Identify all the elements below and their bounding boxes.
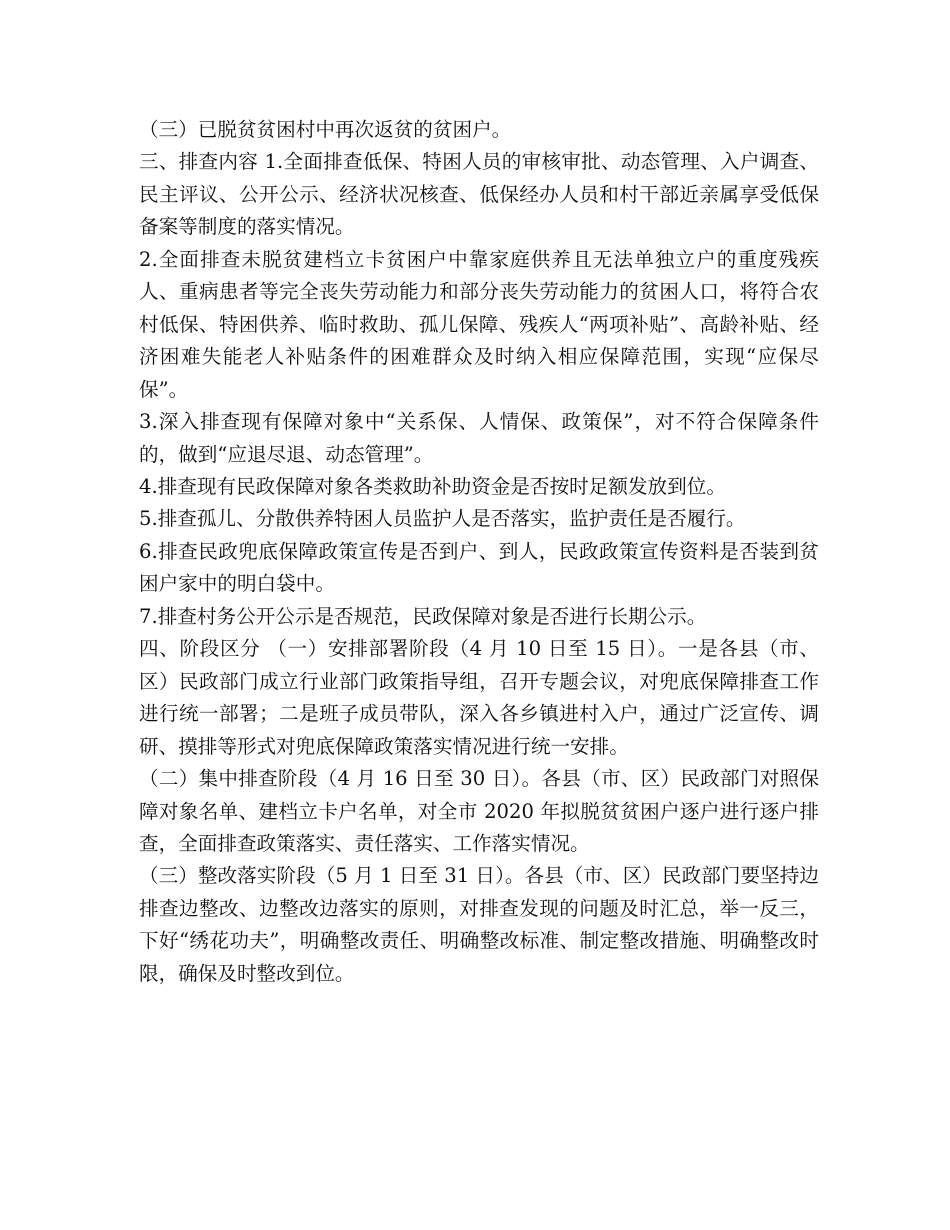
paragraph-returned-poverty-households: （三）已脱贫贫困村中再次返贫的贫困户。 (139, 118, 512, 141)
paragraph-inspection-content-1: 三、排查内容 1.全面排查低保、特困人员的审核审批、动态管理、入户调查、民主评议、公开公示、经济状况核查、低保经办人员和村干部近亲属享受低保备案等制度的落实情况。 (139, 150, 819, 239)
paragraph-stage-deployment: 四、阶段区分 （一）安排部署阶段（4 月 10 日至 15 日）。一是各县（市、区）民政部门成立行业部门政策指导组，召开专题会议，对兜底保障排查工作进行统一部署；二是班子成员带队，深入各乡镇进村入户，通过广泛宣传、调研、摸排等形式对兜底保障政策落实情况进行统一安排。 (139, 637, 819, 758)
paragraph-stage-rectification: （三）整改落实阶段（5 月 1 日至 31 日）。各县（市、区）民政部门要坚持边排查边整改、边整改边落实的原则，对排查发现的问题及时汇总，举一反三，下好“绣花功夫”，明确整改责任、明确整改标准、制定整改措施、明确整改时限，确保及时整改到位。 (139, 864, 819, 985)
paragraph-inspection-content-5: 5.排查孤儿、分散供养特困人员监护人是否落实，监护责任是否履行。 (139, 507, 746, 531)
paragraph-inspection-content-4: 4.排查现有民政保障对象各类救助补助资金是否按时足额发放到位。 (139, 474, 726, 498)
paragraph-inspection-content-3: 3.深入排查现有保障对象中“关系保、人情保、政策保”，对不符合保障条件的，做到“应退尽退、动态管理”。 (139, 410, 819, 466)
document-body (139, 114, 819, 990)
paragraph-stage-concentrated-inspection: （二）集中排查阶段（4 月 16 日至 30 日）。各县（市、区）民政部门对照保障对象名单、建档立卡户名单，对全市 2020 年拟脱贫贫困户逐户进行逐户排查，全面排查政策落实、责任落实、工作落实情况。 (139, 767, 819, 855)
paragraph-inspection-content-2: 2.全面排查未脱贫建档立卡贫困户中靠家庭供养且无法单独立户的重度残疾人、重病患者等完全丧失劳动能力和部分丧失劳动能力的贫困人口，将符合农村低保、特困供养、临时救助、孤儿保障、残疾人“两项补贴”、高龄补贴、经济困难失能老人补贴条件的困难群众及时纳入相应保障范围，实现“应保尽保”。 (139, 247, 819, 401)
paragraph-inspection-content-6: 6.排查民政兜底保障政策宣传是否到户、到人，民政政策宣传资料是否装到贫困户家中的明白袋中。 (139, 539, 819, 596)
paragraph-inspection-content-7: 7.排查村务公开公示是否规范，民政保障对象是否进行长期公示。 (139, 604, 707, 628)
